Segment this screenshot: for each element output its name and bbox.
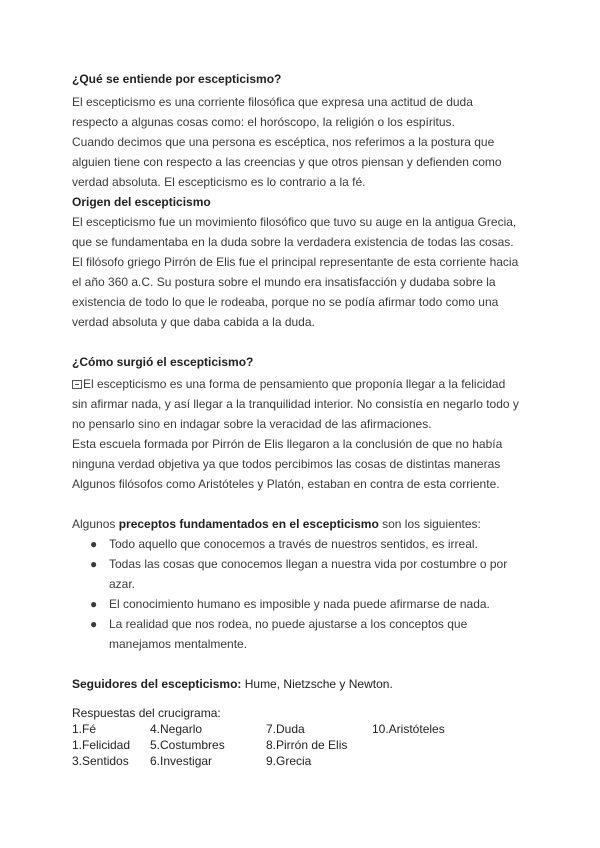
answer-cell: 9.Grecia (266, 754, 312, 768)
text-line: El escepticismo es una corriente filosófica que expresa una actitud de duda (72, 95, 473, 109)
paragraph-origin-greece (72, 212, 532, 252)
bullet-icon: ● (90, 617, 98, 631)
bullet-icon: ● (90, 537, 98, 551)
answer-cell: 1.Fé (72, 722, 97, 736)
heading-what-is-skepticism: ¿Qué se entiende por escepticismo? (72, 72, 282, 86)
paragraph-precepts-intro (72, 514, 532, 534)
list-item-text: La realidad que nos rodea, no puede ajustarse a los conceptos que manejamos mentalmente. (109, 617, 468, 651)
text-line: existencia de todo lo que le rodeaba, porque no se podía afirmar todo como una (72, 295, 499, 309)
text-line: Cuando decimos que una persona es escéptica, nos referimos a la postura que (72, 135, 495, 149)
paragraph-followers (72, 674, 532, 694)
paragraph-pyrrho (72, 252, 532, 332)
embedded-object-icon (72, 380, 82, 389)
text-line: el año 360 a.C. Su postura sobre el mundo era insatisfacción y dudaba sobre la (72, 275, 496, 289)
list-item (72, 534, 532, 554)
text-line: no pensarlo sino en indagar sobre la veracidad de las afirmaciones. (72, 417, 432, 431)
list-item (72, 614, 532, 654)
text-line: verdad absoluta y que daba cabida a la duda. (72, 315, 315, 329)
heading-how-it-arose: ¿Cómo surgió el escepticismo? (72, 355, 254, 369)
paragraph-pyrrho-school (72, 434, 532, 474)
text-line: respecto a algunas cosas como: el horóscopo, la religión o los espíritus. (72, 115, 455, 129)
text-line: Esta escuela formada por Pirrón de Elis llegaron a la conclusión de que no había (72, 437, 503, 451)
list-item (72, 594, 532, 614)
answers-title: Respuestas del crucigrama: (72, 706, 221, 720)
heading-origin: Origen del escepticismo (72, 195, 211, 209)
list-item (72, 554, 532, 594)
list-item-text: Todas las cosas que conocemos llegan a nuestra vida por costumbre o por azar. (109, 557, 508, 591)
followers-value: Hume, Nietzsche y Newton. (241, 677, 393, 691)
text-line: verdad absoluta. El escepticismo es lo contrario a la fé. (72, 175, 366, 189)
text-line: El filósofo griego Pirrón de Elis fue el principal representante de esta corriente hacia (72, 255, 519, 269)
text-fragment: El escepticismo es una forma de pensamiento que proponía llegar a la felicidad (83, 377, 506, 391)
list-item-text: Todo aquello que conocemos a través de nuestros sentidos, es irreal. (109, 537, 478, 551)
answer-cell: 3.Sentidos (72, 754, 129, 768)
text-line (72, 374, 532, 394)
answer-cell: 7.Duda (266, 722, 305, 736)
answers-row (72, 721, 445, 737)
text-line: sin afirmar nada, y así llegar a la tranquilidad interior. No consistía en negarlo todo y (72, 397, 519, 411)
precepts-bullet-list (72, 534, 532, 654)
paragraph-thought-form (72, 374, 532, 434)
text-fragment: son los siguientes: (378, 517, 481, 531)
paragraph-skeptic-person (72, 132, 532, 192)
list-item-text: El conocimiento humano es imposible y nada puede afirmarse de nada. (109, 597, 490, 611)
text-line: Algunos filósofos como Aristóteles y Platón, estaban en contra de esta corriente. (72, 477, 500, 491)
text-line: ninguna verdad objetiva ya que todos percibimos las cosas de distintas maneras (72, 457, 501, 471)
bold-precepts-phrase: preceptos fundamentados en el escepticismo (118, 517, 379, 531)
answers-row (72, 753, 312, 769)
answer-cell: 10.Aristóteles (372, 722, 445, 736)
text-line: que se fundamentaba en la duda sobre la verdadera existencia de todas las cosas. (72, 235, 514, 249)
answers-row (72, 737, 348, 753)
answer-cell: 1.Felicidad (72, 738, 131, 752)
crossword-answers (72, 705, 445, 769)
answer-cell: 6.Investigar (150, 754, 213, 768)
bullet-icon: ● (90, 557, 98, 571)
paragraph-philosophers-against (72, 474, 532, 494)
answer-cell: 8.Pirrón de Elis (266, 738, 348, 752)
text-line (72, 514, 532, 534)
text-line (72, 674, 532, 694)
paragraph-definition (72, 92, 532, 132)
text-fragment: Algunos (72, 517, 119, 531)
text-line: El escepticismo fue un movimiento filosófico que tuvo su auge en la antigua Grecia, (72, 215, 517, 229)
text-line: alguien tiene con respecto a las creencias y que otros piensan y defienden como (72, 155, 502, 169)
answer-cell: 4.Negarlo (150, 722, 203, 736)
bullet-icon: ● (90, 597, 98, 611)
answer-cell: 5.Costumbres (150, 738, 225, 752)
followers-label: Seguidores del escepticismo: (72, 677, 242, 691)
